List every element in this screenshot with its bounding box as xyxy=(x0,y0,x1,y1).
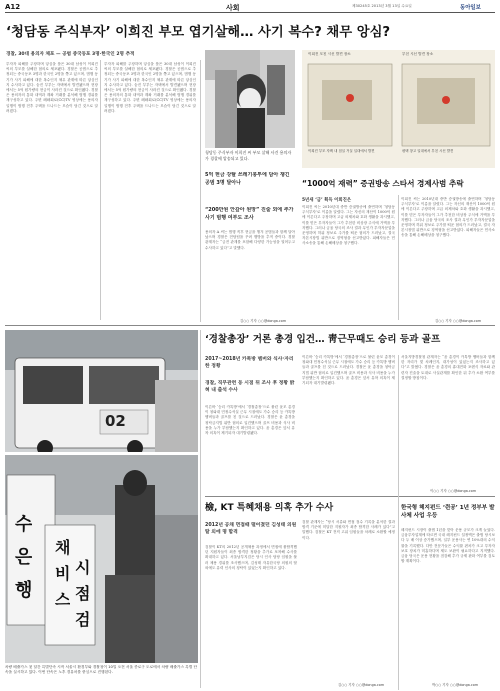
story4-body-col2: 검찰 관계자는 “당시 서류와 면접 점수 기록을 분석한 결과 합격 기준에 미달한 지원자가 최종 합격한 사례가 있다”고 말했다. 검찰은 KT 전직 고위 임원들을 차례로 소환할 예정이다. xyxy=(302,520,395,540)
bus-illustration xyxy=(5,330,198,452)
divider-upper xyxy=(5,325,495,326)
sign-char-7: 시 xyxy=(75,558,91,577)
map-label-right: 부친 시신 발견 장소 xyxy=(402,52,434,56)
sign-char-9: 검 xyxy=(75,610,91,629)
masthead-rule xyxy=(5,12,495,13)
issue-info: 제30245호 2013년 3월 13일 수요일 xyxy=(352,4,412,8)
story3-kicker-2: 경찰, 직무관련 동 시점 뒤 조사 후 정황 밝혀 내 출석 수사 xyxy=(205,381,295,394)
bottom-photo-caption: 차량 배출가스 첫 달간 특별단속 시작 서울시 환경부와 경찰청이 10일 오전 서울 종로구 도로에서 차량 배출가스 특별 단속을 실시하고 있다. 이번 단속은 노후 경유차를 중심으로 진행된다. xyxy=(5,665,198,675)
story4-headline: 檢, KT 특혜채용 의혹 추가 수사 xyxy=(205,503,334,513)
sign-char-1: 수 xyxy=(15,514,33,535)
story2-byline: 김○○ 기자 ○○@donga.com xyxy=(435,319,482,323)
lead-photo-illustration xyxy=(205,50,295,148)
story2-body-col1: 이희진 씨는 2010년대 중반 증권방송에 출연하며 ‘청담동 주식부자’로 이름을 알렸다. 그는 자신의 재산이 1000억 원에 이른다고 주장하며 고급 외제차와 호화 생활을 과시했고, 이를 믿은 투자자들이 그가 추천한 비상장 주식에 거액을 투자했다. 그러나 금융 당국의 조사 결과 무인가 투자자문업을 운영하며 허위 정보로 주가를 띄운 혐의가 드러났고, 결국 자본시장법 위반으로 징역형을 선고받았다. 피해자들은 민사소송을 통해 손해배상을 청구했다. xyxy=(302,205,395,246)
bus-photo xyxy=(5,330,198,452)
column-rule xyxy=(100,60,101,320)
lead-byline: 김○○ 기자 ○○@donga.com xyxy=(240,319,287,323)
story3-body-col1: 이른바 ‘승리 카톡방’에서 ‘경찰총장’으로 불린 윤모 총경이 청와대 민정수석실 근무 시절에도 가수 승리 등 카톡방 멤버들과 골프를 친 것으로 드러났다. 경찰은 윤 총경을 청탁금지법 위반 혐의로 입건했으며 골프 비용과 식사 비용을 누가 부담했는지 확인하고 있다. 윤 총경은 앞서 유착 의혹이 제기되자 대기발령됐다. xyxy=(205,405,295,436)
lead-body-col2: 투자자 피해를 주장하며 앙심을 품은 30대 남성이 이희진 씨의 부모를 살해한 혐의로 체포됐다. 경찰은 공범으로 추정되는 중국동포 3명과 한국인 2명을 쫓고 있으며, 범행 동기가 사기 피해에 대한 복수인지 채무 관계에 따른 앙심인지 수사하고 있다. 숨진 부부는 자택에서 발견됐으며 현장에서는 5억 원가량의 현금이 사라진 것으로 확인됐다. 경찰은 용의자의 통화 내역과 계좌 거래를 분석해 범행 경위를 재구성하고 있다. 주변 폐쇄회로(CC)TV 영상에는 용의자 일행이 범행 전후 주택을 드나드는 모습이 담긴 것으로 알려졌다. xyxy=(104,62,196,113)
story2-body-col2: 이희진 씨는 2010년대 중반 증권방송에 출연하며 ‘청담동 주식부자’로 이름을 알렸다. 그는 자신의 재산이 1000억 원에 이른다고 주장하며 고급 외제차와 호화 생활을 과시했고, 이를 믿은 투자자들이 그가 추천한 비상장 주식에 거액을 투자했다. 그러나 금융 당국의 조사 결과 무인가 투자자문업을 운영하며 허위 정보로 주가를 띄운 혐의가 드러났고, 결국 자본시장법 위반으로 징역형을 선고받았다. 피해자들은 민사소송을 통해 손해배상을 청구했다. xyxy=(401,197,495,238)
inspection-illustration xyxy=(5,455,198,663)
lead-photo-caption: 청담동 주식부자 이희진 씨 부모 살해 사건 용의자가 경찰에 압송되고 있다. xyxy=(205,150,292,161)
column-rule xyxy=(200,60,201,322)
story4-byline: 김○○ 기자 ○○@donga.com xyxy=(338,683,385,687)
story2-headline: “1000억 재력” 증권방송 스타서 경제사범 추락 xyxy=(302,179,464,188)
lead-body-col3: 용의자 A 씨는 범행 직후 현금을 챙겨 공범들과 함께 달아났으며 경찰은 전담팀을 꾸려 행방을 추적 중이다. 경찰 관계자는 “금전 관계를 포함해 다양한 가능성을 열어두고 수사하고 있다”고 말했다. xyxy=(205,230,295,250)
sign-char-3: 행 xyxy=(15,580,33,601)
column-rule xyxy=(200,330,201,688)
story5-body: 헤지펀드 시장이 출범 1년을 맞아 운용 규모가 크게 늘었다. 금융투자업계에 따르면 국내 헤지펀드 설정액은 출범 당시보다 두 배 이상 증가했으며, 일부 운용사는 연 10%대의 수익률을 기록했다. 다만 전문가들은 수익률 편차가 크고 투자자 보호 장치가 미흡하다며 제도 보완이 필요하다고 지적했다. 금융 당국은 운용 현황을 점검해 추가 규제 완화 여부를 검토할 계획이다. xyxy=(401,528,495,564)
sign-char-2: 은 xyxy=(15,547,33,568)
story4-kicker: 2012년 공채 면접때 떨어졌던 김성태 의원 딸 외에 명 합격 xyxy=(205,523,297,536)
sign-char-5: 비 xyxy=(55,564,71,583)
story4-body-col1: 검찰이 KT의 2012년 공개채용 과정에서 면접에 불합격했던 지원자들이 최종 합격한 정황을 추가로 포착해 수사를 확대하고 있다. 서울남부지검은 당시 인사 담당 임원을 불러 채용 경위를 조사했으며, 김성태 자유한국당 의원의 딸 외에도 유력 인사의 청탁이 있었는지 확인하고 있다. xyxy=(205,545,297,570)
location-map xyxy=(302,50,495,168)
story2-kicker: 5년새 ‘금’ 획득 이희진은 xyxy=(302,198,352,203)
sign-char-8: 점 xyxy=(75,584,91,603)
story5-byline: 박○○ 기자 ○○@donga.com xyxy=(432,683,479,687)
sign-char-6: 스 xyxy=(55,590,71,609)
lead-photo xyxy=(205,50,295,148)
map-label-left: 이희진 모친 시신 발견 장소 xyxy=(308,52,351,56)
story3-kicker-1: 2017~2018년 카톡방 멤버와 식사·자리 한 정황 xyxy=(205,357,294,370)
page-number: A12 xyxy=(5,3,21,11)
inspection-photo xyxy=(5,455,198,663)
story3-headline: ‘경찰총장’ 거론 총경 입건… 靑근무때도 승리 등과 골프 xyxy=(205,334,441,345)
lead-body-col1: 투자자 피해를 주장하며 앙심을 품은 30대 남성이 이희진 씨의 부모를 살해한 혐의로 체포됐다. 경찰은 공범으로 추정되는 중국동포 3명과 한국인 2명을 쫓고 있으며, 범행 동기가 사기 피해에 대한 복수인지 채무 관계에 따른 앙심인지 수사하고 있다. 숨진 부부는 자택에서 발견됐으며 현장에서는 5억 원가량의 현금이 사라진 것으로 확인됐다. 경찰은 용의자의 통화 내역과 계좌 거래를 분석해 범행 경위를 재구성하고 있다. 주변 폐쇄회로(CC)TV 영상에는 용의자 일행이 범행 전후 주택을 드나드는 모습이 담긴 것으로 알려졌다. xyxy=(6,62,98,113)
lead-headline: ‘청담동 주식부자’ 이희진 부모 엽기살해… 사기 복수? 채무 앙심? xyxy=(6,25,391,40)
story3-body-col3: 서울지방경찰청 관계자는 “윤 총경이 카톡방 멤버들과 함께한 자리가 몇 차례인지, 대가성이 있었는지 조사하고 있다”고 밝혔다. 경찰은 윤 총경의 휴대전화 포렌식 자료와 관련자 진술을 토대로 사실관계를 확인한 뒤 추가 소환 여부를 결정할 방침이다. xyxy=(401,355,495,380)
map-note-left: 이희진 부모 자택 내 침실 거실 일대에서 발견 xyxy=(308,149,375,153)
lead-kicker: 경찰, 30대 용의자 체포 — 공범 중국동포 3명·한국인 2명 추적 xyxy=(6,52,135,57)
column-rule xyxy=(398,355,399,690)
paper-name: 동아일보 xyxy=(460,5,481,11)
bus-number: 02 xyxy=(105,412,126,430)
lead-pull-quote-2: “200만원 안갚아 원망” 진술 외에 추가 사기 범행 여부도 조사 xyxy=(205,207,294,221)
column-rule xyxy=(398,195,399,320)
divider-lower xyxy=(205,496,495,497)
story5-headline: 한국형 헤지펀드 ‘쥔공’ 1년 정부부 발사체 사업 우등 xyxy=(401,505,495,520)
story3-byline: 이○○ 기자 ○○@donga.com xyxy=(430,489,477,493)
map-note-right: 평택 창고 일대에서 부친 시신 발견 xyxy=(402,149,454,153)
section-title: 사회 xyxy=(226,4,240,12)
sign-char-4: 채 xyxy=(55,538,71,557)
story3-body-col2: 이른바 ‘승리 카톡방’에서 ‘경찰총장’으로 불린 윤모 총경이 청와대 민정수석실 근무 시절에도 가수 승리 등 카톡방 멤버들과 골프를 친 것으로 드러났다. 경찰은 윤 총경을 청탁금지법 위반 혐의로 입건했으며 골프 비용과 식사 비용을 누가 부담했는지 확인하고 있다. 윤 총경은 앞서 유착 의혹이 제기되자 대기발령됐다. xyxy=(302,355,395,386)
lead-pull-quote-1: 5억 현금 강탈 쓰레기봉투에 담아 챙긴 공범 3명 달아나 xyxy=(205,172,290,186)
